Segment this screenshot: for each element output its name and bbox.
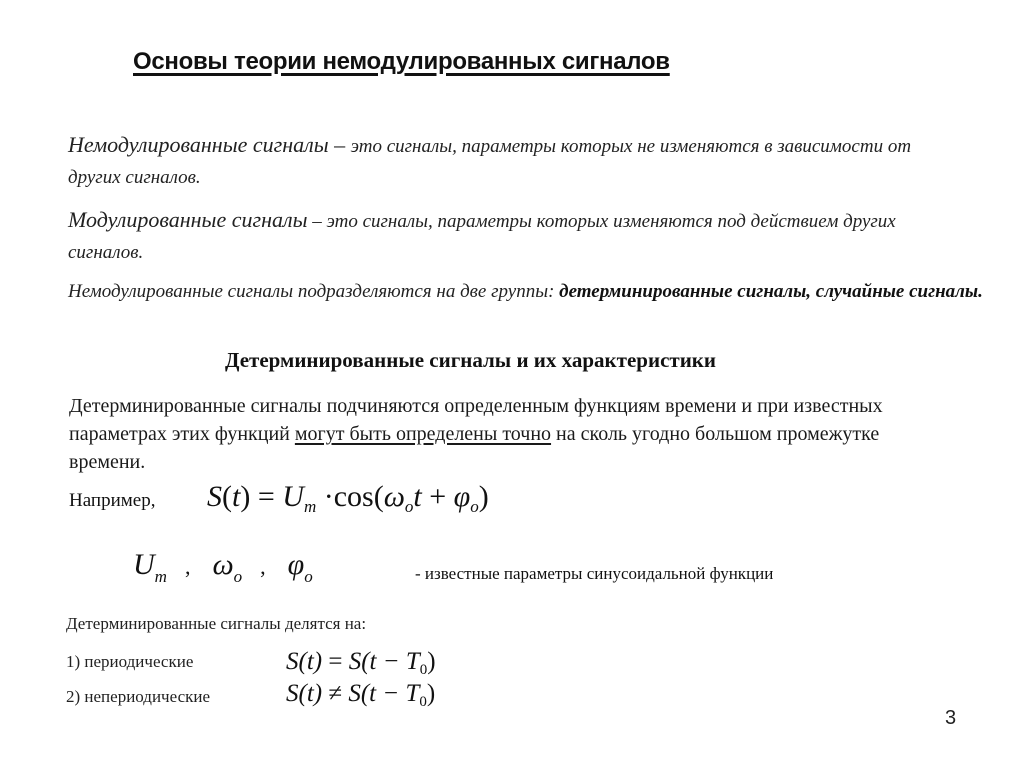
param-u: U (133, 548, 155, 581)
definition-text: это сигналы, параметры которых изменяются под действием других сигналов. (68, 211, 896, 263)
formula-s: S (207, 480, 222, 513)
paragraph-text: Детерминированные сигналы подчиняются определенным функциям времени и при известных параметрах этих функций (69, 395, 883, 445)
slide-title: Основы теории немодулированных сигналов (133, 48, 670, 75)
page-number: 3 (945, 707, 957, 729)
formula-phi: φ (453, 480, 471, 513)
formula-rhs: S(t − T (348, 648, 420, 675)
formula-t: t (413, 480, 422, 513)
param-omega-sub: o (233, 567, 243, 586)
param-phi-sub: o (304, 567, 313, 586)
formula-sub-o: o (470, 497, 479, 516)
definition-text: это сигналы, параметры которых не изменяются в зависимости от других сигналов. (68, 136, 912, 188)
formula-lhs: S(t) (286, 648, 323, 675)
formula-omega: ω (383, 480, 405, 513)
formula-paren: ( (222, 480, 232, 513)
formula-sub-m: m (303, 497, 317, 516)
nonperiodic-formula (286, 680, 435, 711)
signal-groups (68, 277, 988, 307)
paragraph-text-end: на сколь угодно большом промежутке времени. (69, 423, 880, 473)
formula-paren: ) (426, 680, 436, 707)
definition-modulated (68, 205, 948, 269)
param-u-sub: m (154, 567, 167, 586)
example-label: Например, (69, 490, 156, 511)
formula-paren: ) (478, 480, 489, 513)
groups-intro: Немодулированные сигналы подразделяются на две группы: (68, 281, 560, 302)
formula-lhs: S(t) (286, 680, 323, 707)
param-phi: φ (287, 548, 305, 581)
formula-cos: ·cos( (316, 480, 384, 513)
definition-term: Немодулированные сигналы (68, 132, 329, 157)
definition-dash: – (307, 211, 327, 232)
formula-eq: = (250, 480, 283, 513)
groups-comma: , (806, 281, 816, 302)
param-separator: , (260, 554, 266, 579)
parameters-list (133, 548, 313, 587)
definition-unmodulated (68, 130, 948, 194)
formula-sub-0: 0 (419, 694, 427, 710)
paragraph-underlined: могут быть определены точно (294, 423, 552, 445)
formula-u: U (282, 480, 304, 513)
formula-plus: + (421, 480, 454, 513)
classification-item-periodic: 1) периодические (66, 652, 194, 671)
classification-item-nonperiodic: 2) непериодические (66, 687, 211, 706)
deterministic-paragraph (69, 392, 929, 476)
section-subtitle: Детерминированные сигналы и их характеристики (225, 348, 717, 372)
group-deterministic: детерминированные сигналы (559, 281, 807, 302)
parameters-description: - известные параметры синусоидальной функции (415, 564, 774, 583)
formula-rhs: S(t − T (348, 680, 420, 707)
formula-paren: ) (240, 480, 251, 513)
formula-sub-o: o (404, 497, 414, 516)
sinusoid-formula (207, 480, 489, 517)
formula-sub-0: 0 (419, 662, 428, 678)
param-separator: , (184, 554, 191, 579)
definition-term: Модулированные сигналы (68, 207, 308, 232)
periodic-formula (286, 648, 436, 679)
definition-dash: – (328, 132, 351, 157)
param-omega: ω (212, 548, 234, 581)
group-random: случайные сигналы. (815, 281, 983, 302)
formula-t: t (232, 480, 241, 513)
formula-relation: ≠ (322, 680, 349, 707)
classification-intro: Детерминированные сигналы делятся на: (66, 614, 367, 633)
formula-relation: = (322, 648, 349, 675)
formula-paren: ) (427, 648, 436, 675)
